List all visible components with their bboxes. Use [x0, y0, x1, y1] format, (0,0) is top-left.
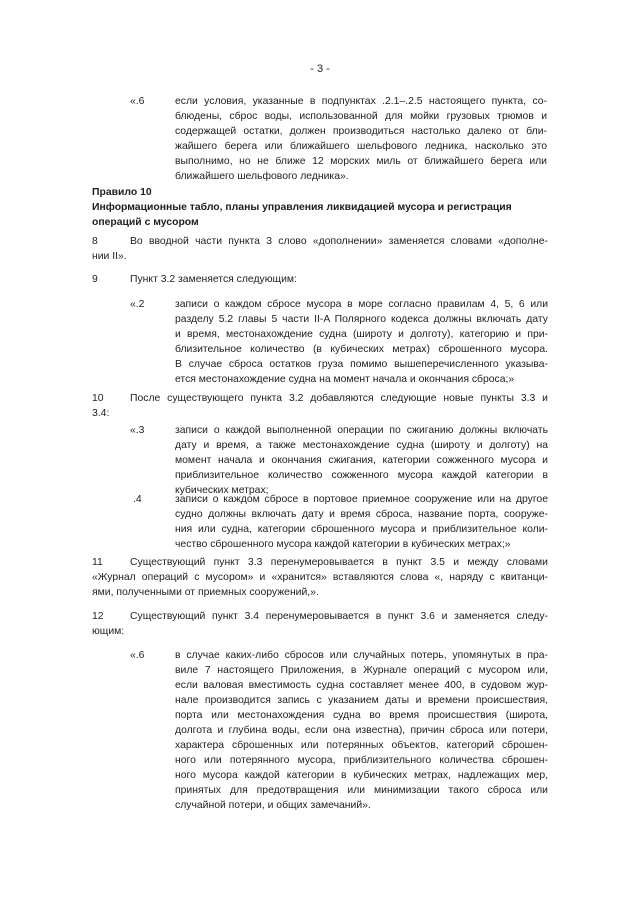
text-line: порта или местонахождения судна во время происшествия (широта, — [175, 710, 548, 721]
clause-text — [175, 492, 548, 552]
rule-subtitle: операций с мусором — [92, 217, 199, 228]
text-line: ного мусора каждой категории в кубических метрах, надлежащих мер, — [175, 770, 548, 781]
item-number: 11 — [92, 557, 103, 568]
text-line: нии II». — [92, 251, 127, 262]
clause-label: «.2 — [130, 299, 145, 310]
text-line: Существующий пункт 3.3 перенумеровывается в пункт 3.5 и между словами — [130, 557, 548, 568]
text-line: Во вводной части пункта 3 слово «дополнении» заменяется словами «дополне- — [130, 236, 548, 247]
item-10-text-cont — [92, 406, 109, 421]
item-number: 12 — [92, 611, 104, 622]
clause-label: «.3 — [130, 425, 145, 436]
item-8-text-cont — [92, 249, 548, 264]
text-line: дату и время, а также местонахождение судна (широту и долготу) на — [175, 440, 548, 451]
item-number: 10 — [92, 393, 104, 404]
text-line: ями, полученными от приемных сооружений,». — [92, 587, 319, 598]
item-12-text — [130, 609, 548, 624]
text-line: содержащей остатки, должен производиться настолько далеко от бли- — [175, 126, 547, 137]
item-9-text — [130, 272, 297, 287]
clause-label: «.6 — [130, 96, 145, 107]
clause-text — [175, 94, 547, 184]
text-line: записи о каждом сбросе в портовое приемное сооружение или на другое — [175, 494, 548, 505]
text-line: кубических метрах; — [175, 485, 269, 496]
rule-heading — [92, 185, 562, 230]
clause-label: .4 — [133, 494, 142, 505]
clause-text — [175, 297, 548, 387]
text-line: выполнимо, но не ближе 12 морских миль от ближайшего берега или — [175, 156, 547, 167]
item-11-text — [130, 555, 548, 570]
text-line: записи о каждом сбросе мусора в море согласно правилам 4, 5, 6 или — [175, 299, 548, 310]
rule-title: Правило 10 — [92, 187, 152, 198]
text-line: Существующий пункт 3.4 перенумеровывается в пункт 3.6 и заменяется следу- — [130, 611, 548, 622]
page-number: - 3 - — [310, 63, 330, 75]
text-line: ближайшего шельфового ледника». — [175, 171, 349, 182]
item-10-text — [130, 391, 548, 406]
text-line: близительное количество (в кубических метрах) сброшенного мусора. — [175, 344, 548, 355]
text-line: долгота и глубина воды, если она известна), причин сброса или потери, — [175, 725, 548, 736]
rule-subtitle: Информационные табло, планы управления ликвидацией мусора и регистрация — [92, 202, 512, 213]
text-line: ется местонахождение судна на момент начала и окончания сброса;» — [175, 374, 515, 385]
text-line: принятых для предотвращения или минимизации такого сброса или — [175, 785, 548, 796]
text-line: случайной потери, и общих замечаний». — [175, 800, 371, 811]
text-line: и время, местонахождение судна (широту и долготу), категорию и при- — [175, 329, 548, 340]
text-line: После существующего пункта 3.2 добавляются следующие новые пункты 3.3 и — [130, 393, 548, 404]
text-line: жайшего берега или ближайшего шельфового ледника, насколько это — [175, 141, 547, 152]
clause-text — [175, 648, 548, 813]
text-line: В случае сброса остатков груза помимо вышеперечисленного указыва- — [175, 359, 548, 370]
text-line: виле 7 настоящего Приложения, в Журнале операций с мусором или, — [175, 665, 548, 676]
clause-text — [175, 423, 548, 498]
text-line: блюдены, сброс воды, использованной для мойки грузовых трюмов и — [175, 111, 547, 122]
text-line: разделу 5.2 главы 5 части II-A Полярного кодекса должны включать дату — [175, 314, 548, 325]
item-8-text — [130, 234, 548, 249]
text-line: «Журнал операций с мусором» и «хранится» вставляются слова «, наряду с квитанци- — [92, 572, 548, 583]
text-line: Пункт 3.2 заменяется следующим: — [130, 274, 297, 285]
item-12-text-cont — [92, 624, 124, 639]
text-line: если валовая вместимость судна составляет менее 400, в судовом жур- — [175, 680, 548, 691]
text-line: чество сброшенного мусора каждой категории в кубических метрах;» — [175, 539, 511, 550]
text-line: нале производится запись с указанием даты и времени происшествия, — [175, 695, 548, 706]
text-line: если условия, указанные в подпунктах .2.1–.2.5 настоящего пункта, со- — [175, 96, 547, 107]
item-number: 9 — [92, 274, 98, 285]
text-line: судно должны включать дату и время сброса, название порта, сооруже- — [175, 509, 548, 520]
text-line: характера сброшенных или потерянных объектов, категорий сброшен- — [175, 740, 548, 751]
text-line: 3.4: — [92, 408, 110, 419]
text-line: момент начала и окончания сжигания, категории сожженного мусора и — [175, 455, 548, 466]
text-line: в случае каких-либо сбросов или случайных потерь, упомянутых в пра- — [175, 650, 548, 661]
text-line: ного или потерянного мусора, приблизительного количества сброшен- — [175, 755, 548, 766]
item-number: 8 — [92, 236, 98, 247]
text-line: приблизительное количество сожженного мусора каждой категории в — [175, 470, 548, 481]
text-line: записи о каждой выполненной операции по сжиганию должны включать — [175, 425, 548, 436]
clause-label: «.6 — [130, 650, 145, 661]
item-11-text-cont — [92, 570, 548, 600]
text-line: ющим: — [92, 626, 125, 637]
text-line: ния или судна, категории сброшенного мусора и приблизительное коли- — [175, 524, 548, 535]
